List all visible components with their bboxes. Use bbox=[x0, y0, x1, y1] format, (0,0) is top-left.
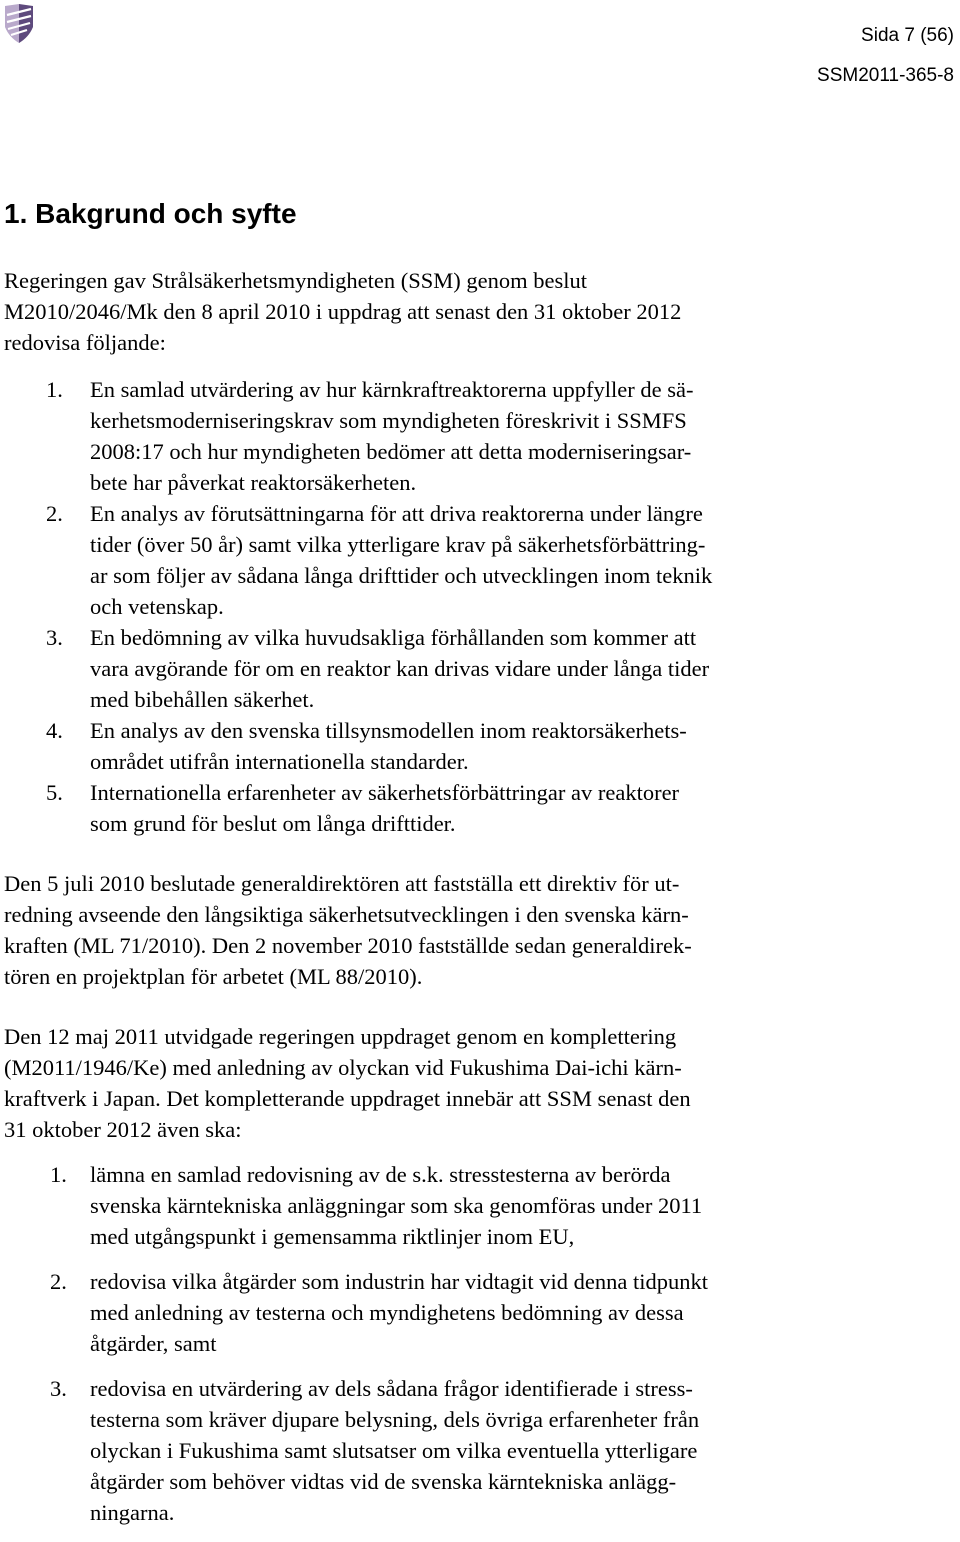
text-line: kraftverk i Japan. Det kompletterande uppdraget innebär att SSM senast den bbox=[4, 1086, 691, 1111]
list-number: 2. bbox=[50, 1269, 67, 1294]
text-line: Regeringen gav Strålsäkerhetsmyndigheten (SSM) genom beslut bbox=[4, 268, 588, 293]
list-number: 4. bbox=[46, 718, 63, 743]
directive-paragraph bbox=[4, 868, 944, 992]
text-line: området utifrån internationella standarder. bbox=[90, 749, 469, 774]
text-line: ningarna. bbox=[90, 1500, 175, 1525]
section-title: 1. Bakgrund och syfte bbox=[4, 198, 297, 229]
text-line: 31 oktober 2012 även ska: bbox=[4, 1117, 242, 1142]
text-line: redning avseende den långsiktiga säkerhetsutvecklingen i den svenska kärn- bbox=[4, 902, 689, 927]
text-line: Internationella erfarenheter av säkerhetsförbättringar av reaktorer bbox=[90, 780, 680, 805]
text-line: som grund för beslut om långa drifttider. bbox=[90, 811, 456, 836]
list-item bbox=[4, 622, 944, 715]
text-line: testerna som kräver djupare belysning, dels övriga erfarenheter från bbox=[90, 1407, 700, 1432]
text-line: tören en projektplan för arbetet (ML 88/2010). bbox=[4, 964, 423, 989]
text-line: åtgärder som behöver vidtas vid de svenska kärntekniska anlägg- bbox=[90, 1469, 677, 1494]
text-line: Den 12 maj 2011 utvidgade regeringen uppdraget genom en komplettering bbox=[4, 1024, 677, 1049]
text-line: med bibehållen säkerhet. bbox=[90, 687, 315, 712]
text-line: En analys av den svenska tillsynsmodellen inom reaktorsäkerhets- bbox=[90, 718, 687, 743]
text-line: redovisa följande: bbox=[4, 330, 166, 355]
text-line: M2010/2046/Mk den 8 april 2010 i uppdrag att senast den 31 oktober 2012 bbox=[4, 299, 682, 324]
list-number: 1. bbox=[46, 377, 63, 402]
text-line: tider (över 50 år) samt vilka ytterligare krav på säkerhetsförbättring- bbox=[90, 532, 706, 557]
ssm-shield-logo-icon bbox=[4, 3, 34, 45]
page-number: Sida 7 (56) bbox=[861, 25, 954, 46]
text-line: En analys av förutsättningarna för att driva reaktorerna under längre bbox=[90, 501, 703, 526]
text-line: och vetenskap. bbox=[90, 594, 224, 619]
text-line: med utgångspunkt i gemensamma riktlinjer inom EU, bbox=[90, 1224, 575, 1249]
text-line: redovisa en utvärdering av dels sådana frågor identifierade i stress- bbox=[90, 1376, 693, 1401]
supplement-paragraph bbox=[4, 1021, 944, 1145]
text-line: En samlad utvärdering av hur kärnkraftreaktorerna uppfyller de sä- bbox=[90, 377, 694, 402]
intro-paragraph bbox=[4, 265, 944, 358]
text-line: olyckan i Fukushima samt slutsatser om vilka eventuella ytterligare bbox=[90, 1438, 698, 1463]
list-number: 3. bbox=[46, 625, 63, 650]
list-number: 5. bbox=[46, 780, 63, 805]
text-line: (M2011/1946/Ke) med anledning av olyckan vid Fukushima Dai-ichi kärn- bbox=[4, 1055, 682, 1080]
text-line: kerhetsmoderniseringskrav som myndigheten föreskrivit i SSMFS bbox=[90, 408, 687, 433]
text-line: redovisa vilka åtgärder som industrin har vidtagit vid denna tidpunkt bbox=[90, 1269, 708, 1294]
list-item bbox=[4, 498, 944, 622]
text-line: kraften (ML 71/2010). Den 2 november 2010 fastställde sedan generaldirek- bbox=[4, 933, 692, 958]
list-item bbox=[4, 715, 944, 777]
supplement-list bbox=[4, 1159, 944, 1542]
text-line: med anledning av testerna och myndighetens bedömning av dessa bbox=[90, 1300, 684, 1325]
list-number: 1. bbox=[50, 1162, 67, 1187]
text-line: Den 5 juli 2010 beslutade generaldirektören att fastställa ett direktiv för ut- bbox=[4, 871, 680, 896]
text-line: svenska kärntekniska anläggningar som ska genomföras under 2011 bbox=[90, 1193, 703, 1218]
task-list bbox=[4, 374, 944, 839]
text-line: 2008:17 och hur myndigheten bedömer att detta moderniseringsar- bbox=[90, 439, 692, 464]
list-item bbox=[4, 777, 944, 839]
text-line: vara avgörande för om en reaktor kan drivas vidare under långa tider bbox=[90, 656, 710, 681]
text-line: ar som följer av sådana långa drifttider och utvecklingen inom teknik bbox=[90, 563, 713, 588]
list-item bbox=[4, 374, 944, 498]
text-line: åtgärder, samt bbox=[90, 1331, 217, 1356]
text-line: lämna en samlad redovisning av de s.k. stresstesterna av berörda bbox=[90, 1162, 671, 1187]
list-number: 2. bbox=[46, 501, 63, 526]
document-id: SSM2011-365-8 bbox=[817, 65, 954, 86]
list-number: 3. bbox=[50, 1376, 67, 1401]
list-item bbox=[4, 1373, 944, 1528]
text-line: bete har påverkat reaktorsäkerheten. bbox=[90, 470, 417, 495]
text-line: En bedömning av vilka huvudsakliga förhållanden som kommer att bbox=[90, 625, 697, 650]
list-item bbox=[4, 1266, 944, 1359]
list-item bbox=[4, 1159, 944, 1252]
